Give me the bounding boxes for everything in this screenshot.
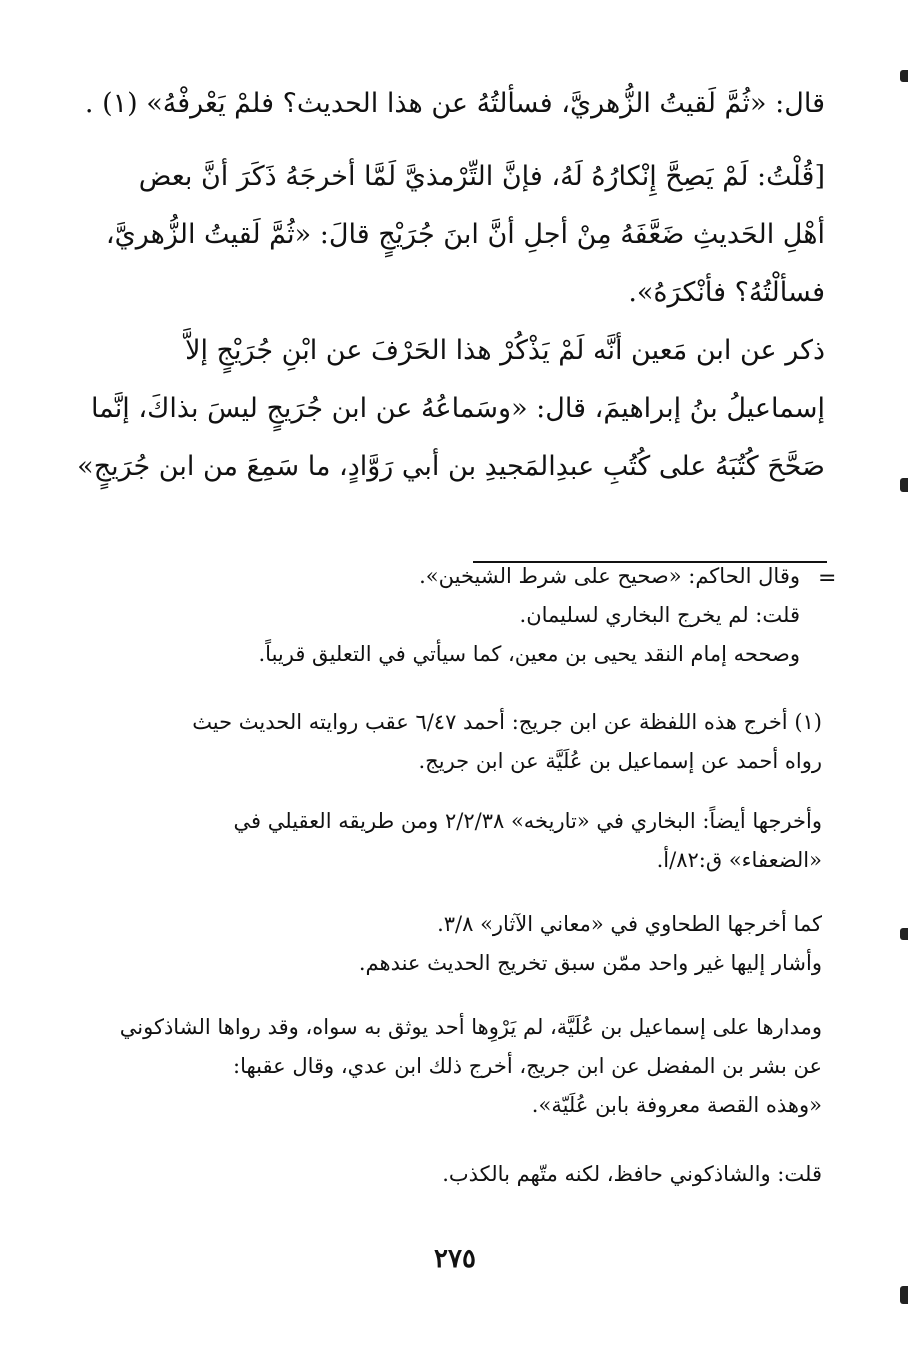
- main-paragraph-2: [105, 148, 825, 322]
- footnote-1-para-4: [120, 1008, 822, 1125]
- footnote-line: وأخرجها أيضاً: البخاري في «تاريخه» ٢/٢/٣٨ ومن طريقه العقيلي في: [233, 809, 822, 833]
- text-line: أهْلِ الحَديثِ ضَعَّفَهُ مِنْ أجلِ أنَّ ابنَ جُرَيْجٍ قالَ: «ثُمَّ لَقيتُ الزُّهريَّ،: [105, 219, 825, 250]
- page-number: ٢٧٥: [434, 1244, 476, 1274]
- footnote-1-para-3: [120, 905, 822, 983]
- footnote-line: ومدارها على إسماعيل بن عُلَيَّة، لم يَرْوِها أحد يوثق به سواه، وقد رواها الشاذكوني: [119, 1015, 822, 1039]
- footnote-line: وصححه إمام النقد يحيى بن معين، كما سيأتي في التعليق قريباً.: [258, 642, 800, 666]
- footnote-line: رواه أحمد عن إسماعيل بن عُلَيَّة عن ابن جريج.: [418, 749, 822, 773]
- footnote-line: وقال الحاكم: «صحيح على شرط الشيخين».: [419, 564, 800, 588]
- scan-edge-mark: [900, 478, 908, 492]
- text-line: فسألْتُهُ؟ فأنْكرَهُ».: [628, 277, 825, 308]
- footnote-line: قلت: والشاذكوني حافظ، لكنه متّهم بالكذب.: [442, 1162, 822, 1186]
- text-line: ذكر عن ابن مَعين أنَّه لَمْ يَذْكُرْ هذا الحَرْفَ عن ابْنِ جُرَيْجٍ إلاَّ: [185, 335, 825, 366]
- footnote-line: (١) أخرج هذه اللفظة عن ابن جريج: أحمد ٦/٤٧ عقب روايته الحديث حيث: [192, 710, 822, 734]
- footnote-continuation: [120, 557, 800, 674]
- footnote-1-para-2: [120, 802, 822, 880]
- scan-edge-mark: [900, 928, 908, 940]
- text-line: صَحَّحَ كُتُبَهُ على كُتُبِ عبدِالمَجيدِ بن أبي رَوَّادٍ، ما سَمِعَ من ابن جُرَيجٍ»: [77, 451, 825, 482]
- text-line: إسماعيلُ بنُ إبراهيمَ، قال: «وسَماعُهُ عن ابن جُرَيجٍ ليسَ بذاكَ، إنَّما: [90, 393, 825, 424]
- main-paragraph-3: [77, 322, 825, 496]
- text-line: [قُلْتُ: لَمْ يَصِحَّ إِنْكارُهُ لَهُ، فإنَّ التِّرْمذيَّ لَمَّا أخرجَهُ ذَكَرَ أنَّ بعض: [138, 161, 825, 192]
- footnote-line: «الضعفاء» ق:٨٢/أ.: [656, 848, 822, 872]
- text-line: قال: «ثُمَّ لَقيتُ الزُّهريَّ، فسألتُهُ عن هذا الحديث؟ فلمْ يَعْرفْهُ» (١) .: [84, 88, 825, 119]
- footnote-line: كما أخرجها الطحاوي في «معاني الآثار» ٣/٨.: [437, 912, 822, 936]
- footnote-1: [120, 703, 822, 781]
- scan-edge-mark: [900, 70, 908, 82]
- continuation-marker: =: [818, 566, 837, 591]
- footnote-line: قلت: لم يخرج البخاري لسليمان.: [519, 603, 800, 627]
- footnote-line: وأشار إليها غير واحد ممّن سبق تخريج الحديث عندهم.: [358, 951, 822, 975]
- footnote-line: «وهذه القصة معروفة بابن عُلَيّة».: [531, 1093, 822, 1117]
- footnote-1-para-5: [120, 1155, 822, 1194]
- scan-edge-mark: [900, 1286, 908, 1304]
- main-paragraph-1: [84, 75, 825, 133]
- footnote-line: عن بشر بن المفضل عن ابن جريج، أخرج ذلك ابن عدي، وقال عقبها:: [233, 1054, 822, 1078]
